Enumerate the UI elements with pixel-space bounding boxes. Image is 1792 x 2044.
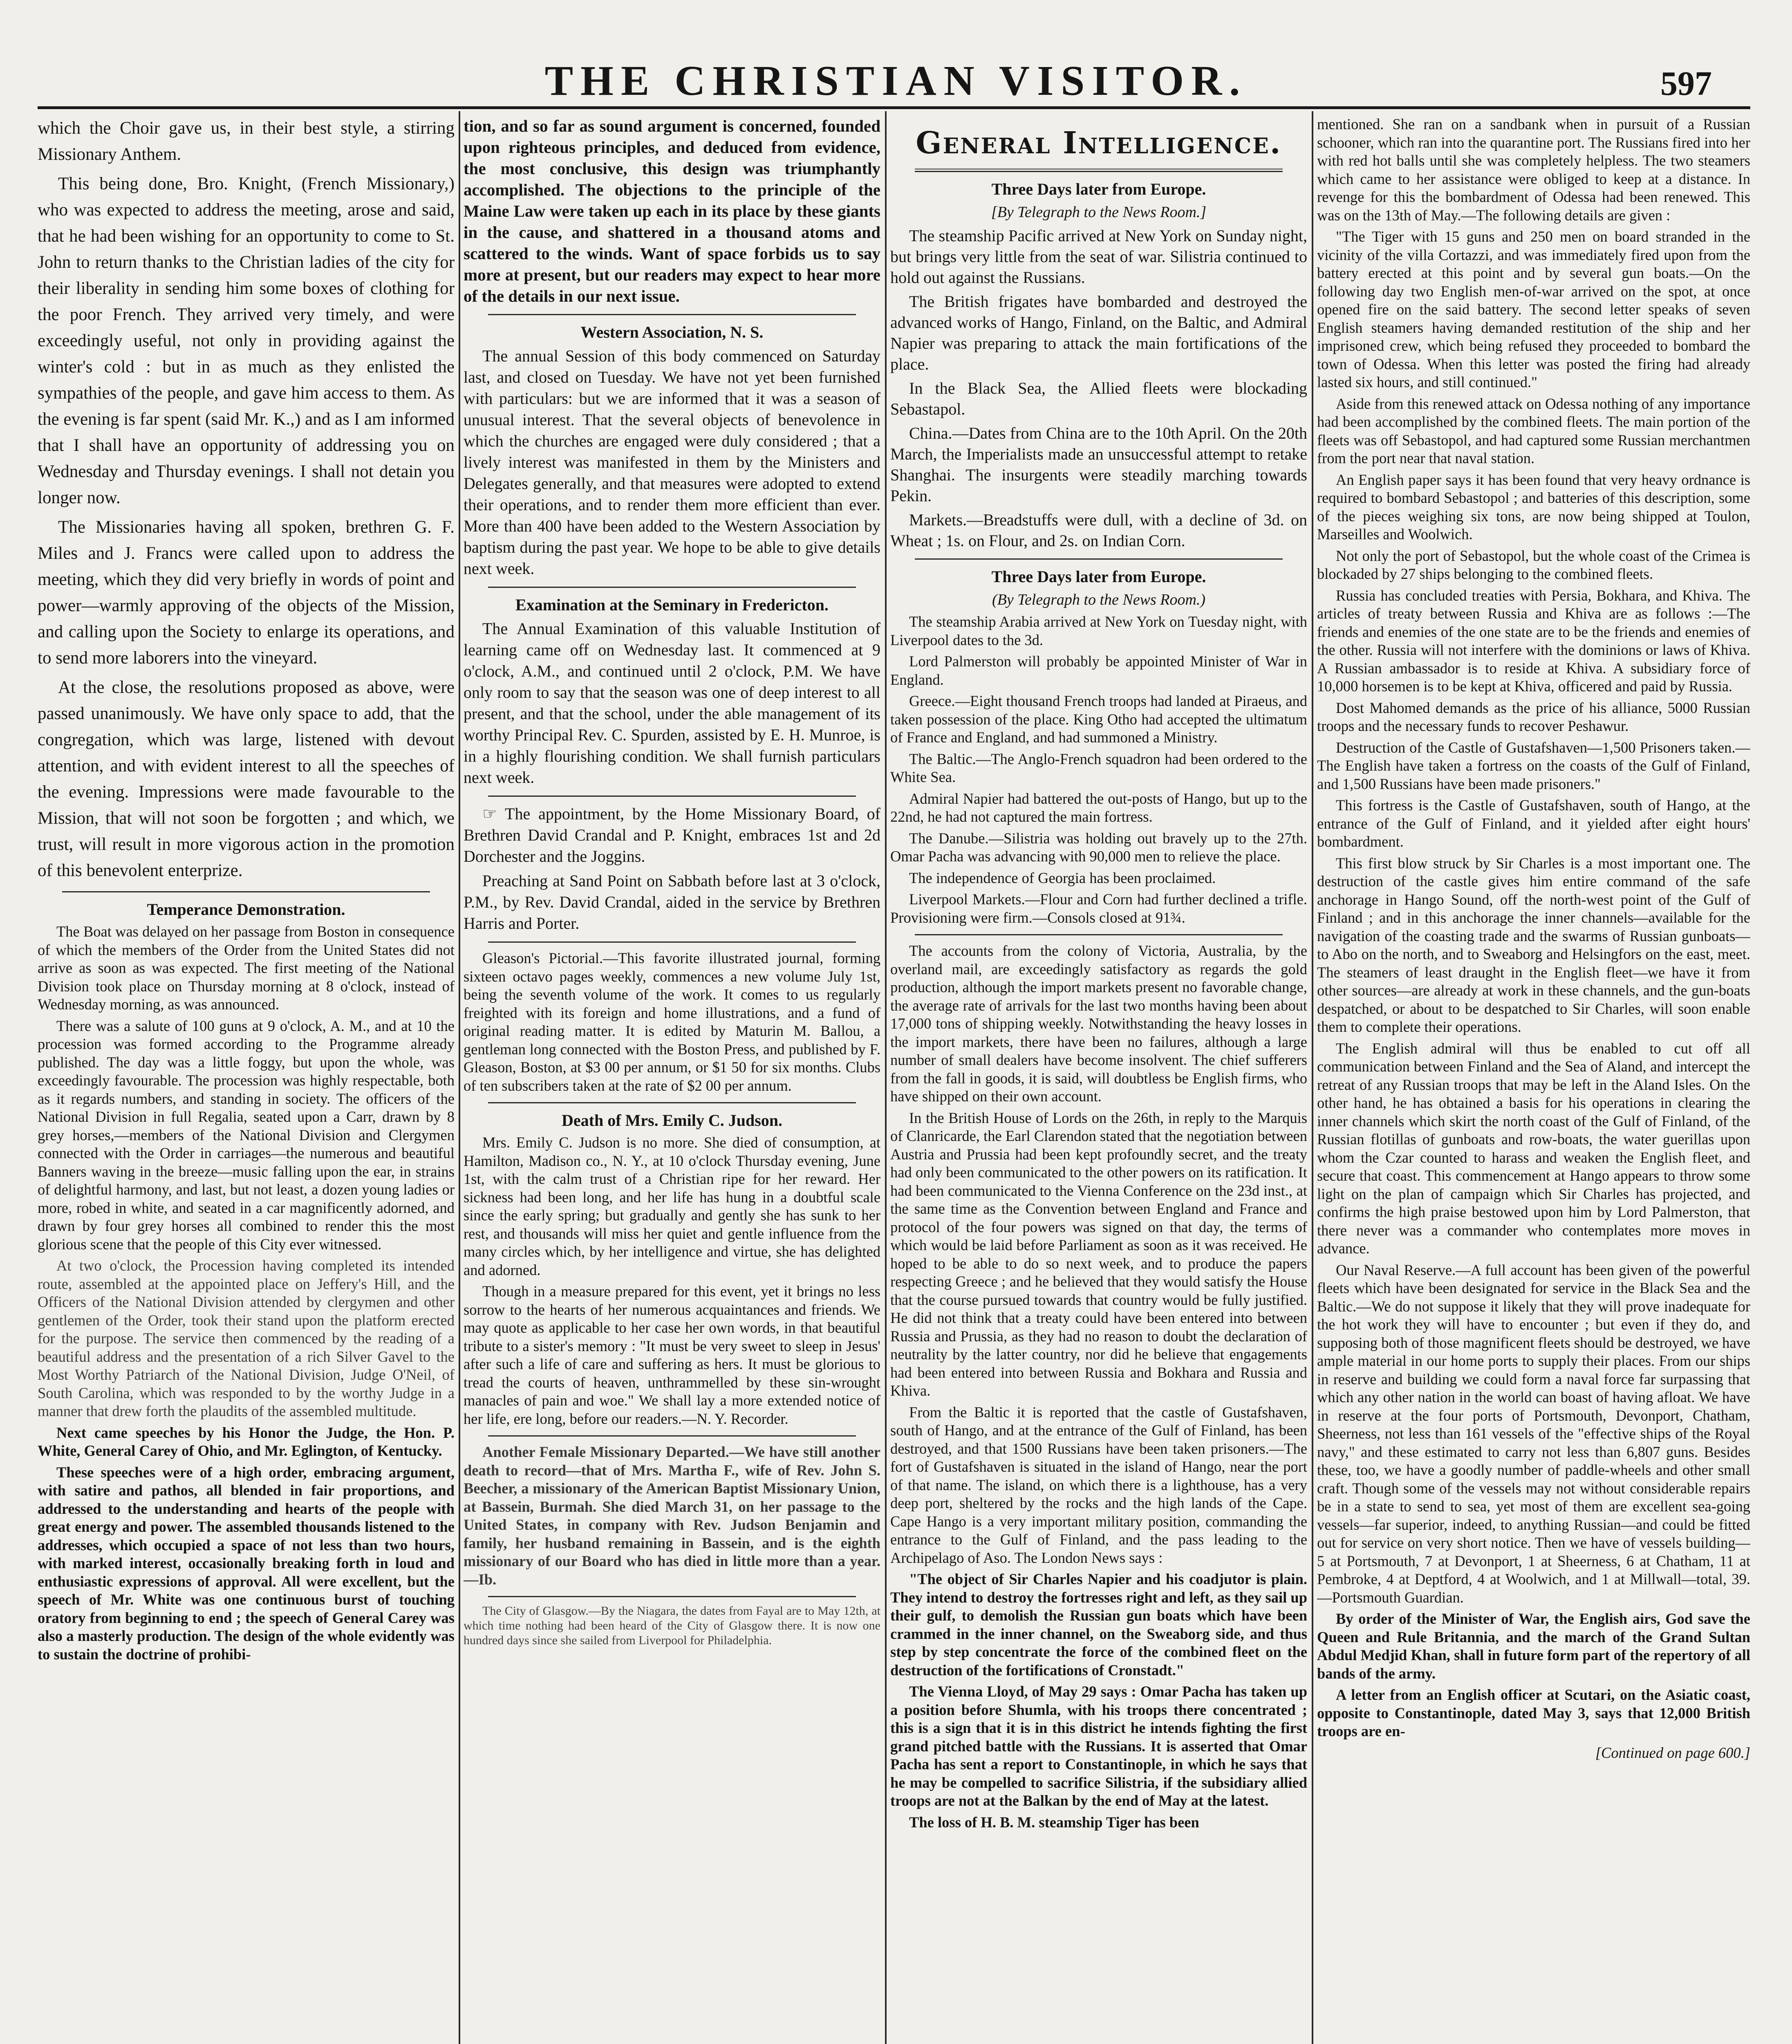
continued-notice: [Continued on page 600.] xyxy=(1595,1744,1750,1761)
dateline: (By Telegraph to the News Room.) xyxy=(992,591,1206,608)
section-rule xyxy=(488,314,856,315)
article-paragraph: Destruction of the Castle of Gustafshaven—1,500 Prisoners taken.—The English have taken a fortress on the coasts of the Gulf of Finland, and 1,500 Russians have been made prisoners." xyxy=(1317,739,1750,792)
article-paragraph: Our Naval Reserve.—A full account has been given of the powerful fleets which have been designated for service in the Black Sea and the Baltic.—We do not suppose it likely that they will prove inadequate for the hot work they will have to encounter ; but even if they do, and supposing both of those magnificent fleets should be destroyed, we have ample material in our home ports to supply their places. From our ships in reserve and building we could form a naval force far surpassing that which any other nation in the world can boast of having afloat. We have in reserve at the four ports of Portsmouth, Devonport, Chatham, Sheerness, not less than 161 vessels of the "effective ships of the Royal navy," and these estimated to carry not less than 6,807 guns. Besides these, too, we have a goodly number of paddle-wheels and other small craft. Though some of the vessels may not without considerable repairs be in a state to send to sea, yet most of them are excellent sea-going vessels—far superior, indeed, to anything Russian—and could be fitted out for service on very short notice. Then we have of vessels building—5 at Portsmouth, 7 at Devonport, 1 at Sheerness, 6 at Chatham, 11 at Pembroke, 4 at Deptford, 4 at Woolwich, and 1 at Millwall—total, 39.—Portsmouth Guardian. xyxy=(1317,1261,1750,1606)
dateline: [By Telegraph to the News Room.] xyxy=(991,204,1207,221)
article-paragraph: This fortress is the Castle of Gustafshaven, south of Hango, at the entrance of the Gulf of Finland, and it yielded after eight hours' bombardment. xyxy=(1317,797,1750,850)
article-paragraph: Greece.—Eight thousand French troops had landed at Piraeus, and taken possession of the place. King Otho had accepted the ultimatum of France and England, and had summoned a Ministry. xyxy=(890,693,1307,746)
article-paragraph: Another Female Missionary Departed.—We have still another death to record—that of Mrs. Martha F., wife of Rev. John S. Beecher, a missionary of the American Baptist Missionary Union, at Bassein, Burmah. She died March 31, on her passage to the United States, in company with Rev. Judson Benjamin and family, her husband remaining in Bassein, and is the eighth missionary of our Board who has died in little more than a year.—Ib. xyxy=(464,1443,880,1588)
article-paragraph: "The Tiger with 15 guns and 250 men on board stranded in the vicinity of the villa Cortazzi, and was immediately fired upon from the battery erected at this point and by several gun boats.—On the following day two English men-of-war arrived on the spot, at once opened fire on the said battery. The second letter speaks of seven English steamers having demanded restitution of the ship and her imprisoned crew, which being refused they proceeded to bombard the town of Odessa. When this letter was posted the firing had already lasted six hours, and still continued." xyxy=(1317,228,1750,390)
article-paragraph: The independence of Georgia has been proclaimed. xyxy=(909,869,1216,886)
article-paragraph: which the Choir gave us, in their best style, a stirring Missionary Anthem. xyxy=(38,119,455,164)
column-rule xyxy=(1312,111,1313,2044)
article-paragraph: ☞ The appointment, by the Home Missionary Board, of Brethren David Crandal and P. Knight, embraces 1st and 2d Dorchester and the Joggins. xyxy=(464,805,880,865)
section-rule xyxy=(62,891,430,892)
column-3 xyxy=(890,115,1307,2044)
article-paragraph: Markets.—Breadstuffs were dull, with a decline of 3d. on Wheat ; 1s. on Flour, and 2s. on Indian Corn. xyxy=(890,511,1307,550)
article-paragraph: There was a salute of 100 guns at 9 o'clock, A. M., and at 10 the procession was formed according to the Programme already published. The day was a little foggy, but upon the whole, was exceedingly favourable. The procession was highly respectable, both as it regards numbers, and standing in society. The officers of the National Division in full Regalia, seated upon a Carr, drawn by 8 grey horses,—members of the National Division and Clergymen connected with the Order in carriages—the numerous and beautiful Banners waving in the breeze—music falling upon the ear, in strains of delightful harmony, and last, but not least, a dozen young ladies or more, robed in white, and seated in a car magnificently adorned, and drawn by four grey horses all combined to render this the most glorious scene that the people of this City ever witnessed. xyxy=(38,1017,455,1253)
article-heading: Western Association, N. S. xyxy=(580,323,764,341)
section-rule xyxy=(488,796,856,797)
department-heading: General Intelligence. xyxy=(916,126,1282,161)
column-1 xyxy=(38,115,455,2044)
article-paragraph: The Baltic.—The Anglo-French squadron had been ordered to the White Sea. xyxy=(890,750,1307,785)
section-rule xyxy=(915,934,1283,935)
article-paragraph: The Vienna Lloyd, of May 29 says : Omar Pacha has taken up a position before Shumla, with his troops there concentrated ; this is a sign that it is in this district he intends fighting the first grand pitched battle with the Russians. It is asserted that Omar Pacha has sent a report to Constantinople, in which he says that he may be compelled to sacrifice Silistria, if the subsidiary allied troops are not at the Balkan by the end of May at the latest. xyxy=(890,1683,1307,1809)
article-paragraph: Dost Mahomed demands as the price of his alliance, 5000 Russian troops and the necessary funds to recover Peshawur. xyxy=(1317,699,1750,734)
section-rule xyxy=(488,1435,856,1437)
newspaper-title: THE CHRISTIAN VISITOR. xyxy=(544,57,1248,104)
masthead xyxy=(0,56,1792,110)
article-paragraph: The accounts from the colony of Victoria, Australia, by the overland mail, are exceedingly satisfactory as regards the gold production, although the import markets present no favorable change, the average rate of arrivals for the last two months having been about 17,000 tons of shipping weekly. Notwithstanding the heavy losses in the import markets, there have been no failures, although a large number of small dealers have become insolvent. The chief sufferers from the fall in goods, it is said, will doubtless be English firms, who have shipped on their own account. xyxy=(890,942,1307,1105)
article-paragraph: An English paper says it has been found that very heavy ordnance is required to bombard Sebastopol ; and batteries of this description, some of the pieces weighing six tons, are now being shipped at Toulon, Marseilles and Woolwich. xyxy=(1317,471,1750,542)
article-paragraph: Not only the port of Sebastopol, but the whole coast of the Crimea is blockaded by 27 ships belonging to the combined fleets. xyxy=(1317,547,1750,582)
section-rule xyxy=(488,941,856,943)
article-paragraph: Preaching at Sand Point on Sabbath before last at 3 o'clock, P.M., by Rev. David Crandal, aided in the service by Brethren Harris and Porter. xyxy=(464,872,880,932)
article-heading: Examination at the Seminary in Fredericton. xyxy=(515,596,829,614)
article-heading: Death of Mrs. Emily C. Judson. xyxy=(561,1111,783,1130)
article-paragraph: The loss of H. B. M. steamship Tiger has been xyxy=(909,1813,1199,1831)
article-paragraph: mentioned. She ran on a sandbank when in pursuit of a Russian schooner, which ran into the quarantine port. The Russians fired into her with red hot balls until she was completely helpless. The two steamers which came to her assistance were obliged to keep at a distance. In revenge for this the bombardment of Odessa had been renewed. This was on the 13th of May.—The following details are given : xyxy=(1317,116,1750,224)
column-rule xyxy=(459,111,460,2044)
header-rule xyxy=(38,106,1750,109)
article-paragraph: At the close, the resolutions proposed as above, were passed unanimously. We have only space to add, that the congregation, which was large, listened with devout attention, and with evident interest to all the speeches of the evening. Impressions were made favourable to the Mission, that will not soon be forgotten ; and which, we trust, will result in more vigorous action in the promotion of this benevolent enterprize. xyxy=(38,678,455,880)
article-heading: Three Days later from Europe. xyxy=(991,567,1206,586)
article-paragraph: The City of Glasgow.—By the Niagara, the dates from Fayal are to May 12th, at which time nothing had been heard of the City of Glasgow there. It is now one hundred days since she sailed from Liverpool for Philadelphia. xyxy=(464,1604,880,1647)
article-paragraph: The steamship Pacific arrived at New York on Sunday night, but brings very little from the seat of war. Silistria continued to hold out against the Russians. xyxy=(890,226,1307,287)
article-paragraph: By order of the Minister of War, the English airs, God save the Queen and Rule Britannia, and the march of the Grand Sultan Abdul Medjid Khan, shall in future form part of the repertory of all bands of the army. xyxy=(1317,1610,1750,1682)
section-rule xyxy=(488,1596,856,1597)
article-paragraph: The steamship Arabia arrived at New York on Tuesday night, with Liverpool dates to the 3d. xyxy=(890,613,1307,648)
article-paragraph: This first blow struck by Sir Charles is a most important one. The destruction of the castle gives him entire command of the safe anchorage in Hango Sound, off the north-west point of the Gulf of Finland ; and in this anchorage the inner channels—available for the navigation of the coasting trade and the swarms of Russian gunboats—to Abo on the north, and to Sweaborg and Helsingfors on the east, meet. The steamers of least draught in the English fleet—we have it from other sources—are already at work in these channels, and the gun-boats despatched, or about to be despatched to Sir Charles, will soon enable them to complete their operations. xyxy=(1317,854,1750,1035)
article-paragraph: The British frigates have bombarded and destroyed the advanced works of Hango, Finland, on the Baltic, and Admiral Napier was preparing to attack the main fortifications of the place. xyxy=(890,292,1307,373)
article-paragraph: Liverpool Markets.—Flour and Corn had further declined a trifle. Provisioning were firm.—Consols closed at 91¾. xyxy=(890,891,1307,926)
article-paragraph: Gleason's Pictorial.—This favorite illustrated journal, forming sixteen octavo pages weekly, commences a new volume July 1st, being the seventh volume of the work. It comes to us regularly freighted with its foreign and home illustrations, and a fund of original reading matter. It is edited by Maturin M. Ballou, a gentleman long connected with the Boston Press, and published by F. Gleason, Boston, at $3 00 per annum, or $1 50 for six months. Clubs of ten subscribers taken at the rate of $2 00 per annum. xyxy=(464,950,880,1094)
article-paragraph: Russia has concluded treaties with Persia, Bokhara, and Khiva. The articles of treaty between Russia and Khiva are as follows :—The friends and enemies of the one state are to be the friends and enemies of the other. Russia will not interfere with the dominions or laws of Khiva. A Russian ambassador is to reside at Khiva. A subsidiary force of 10,000 horsemen is to be kept at Khiva, officered and paid by Russia. xyxy=(1317,587,1750,695)
article-paragraph: Lord Palmerston will probably be appointed Minister of War in England. xyxy=(890,653,1307,688)
article-paragraph: In the Black Sea, the Allied fleets were blockading Sebastapol. xyxy=(890,379,1307,418)
column-2 xyxy=(464,115,880,2044)
article-paragraph: At two o'clock, the Procession having completed its intended route, assembled at the appointed place on Jeffery's Hill, and the Officers of the National Division attended by clergymen and other gentlemen of the Order, took their stand upon the platform erected for the purpose. The service then commenced by the reading of a beautiful address and the presentation of a rich Silver Gavel to the Most Worthy Patriarch of the National Division, Judge O'Neil, of South Carolina, which was responded to by the worthy Judge in a manner that drew forth the plaudits of the assembled multitude. xyxy=(38,1257,455,1419)
article-paragraph: The Annual Examination of this valuable Institution of learning came off on Wednesday last. It commenced at 9 o'clock, A.M., and continued until 2 o'clock, P.M. We have only room to say that the season was one of deep interest to all present, and that the school, under the able management of its worthy Principal Rev. C. Spurden, assisted by E. H. Munroe, is in a highly flourishing condition. We shall furnish particulars next week. xyxy=(464,619,880,787)
article-paragraph: The Boat was delayed on her passage from Boston in consequence of which the members of the Order from the United States did not arrive as soon as was expected. The first meeting of the National Division took place on Thursday morning at 8 o'clock, instead of Wednesday morning, as was announced. xyxy=(38,923,455,1013)
article-paragraph: Aside from this renewed attack on Odessa nothing of any importance had been accomplished by the combined fleets. The main portion of the fleets was off Sebastopol, and had captured some Russian merchantmen from the port near that naval station. xyxy=(1317,395,1750,466)
article-heading: Three Days later from Europe. xyxy=(991,180,1206,198)
article-paragraph: Admiral Napier had battered the out-posts of Hango, but up to the 22nd, he had not captured the main fortress. xyxy=(890,790,1307,825)
article-paragraph: The Missionaries having all spoken, brethren G. F. Miles and J. Francs were called upon to address the meeting, which they did very briefly in words of point and power—warmly approving of the objects of the Mission, and calling upon the Society to enlarge its operations, and to send more laborers into the vineyard. xyxy=(38,518,455,668)
section-rule xyxy=(488,587,856,588)
page-number: 597 xyxy=(1660,65,1712,103)
article-paragraph: From the Baltic it is reported that the castle of Gustafshaven, south of Hango, and at the entrance of the Gulf of Finland, has been destroyed, and that 1500 Russians have been taken prisoners.—The fort of Gustafshaven is situated in the island of Hango, near the port of that name. The island, on which there is a lighthouse, has a very deep port, sheltered by the rocks and the high lands of the Cape. Cape Hango is a very important military position, commanding the entrance to the Gulf of Finland, and the pass leading to the Archipelago of Aso. The London News says : xyxy=(890,1403,1307,1566)
article-heading: Temperance Demonstration. xyxy=(147,900,345,919)
article-paragraph: tion, and so far as sound argument is concerned, founded upon righteous principles, and deduced from evidence, the most conclusive, this design was triumphantly accomplished. The objections to the principle of the Maine Law were taken up each in its place by these giants in the cause, and shattered in a thousand atoms and scattered to the winds. Want of space forbids us to say more at present, but our readers may expect to hear more of the details in our next issue. xyxy=(464,117,880,305)
article-paragraph: A letter from an English officer at Scutari, on the Asiatic coast, opposite to Constantinople, dated May 3, says that 12,000 British troops are en- xyxy=(1317,1686,1750,1739)
article-paragraph: China.—Dates from China are to the 10th April. On the 20th March, the Imperialists made an unsuccessful attempt to retake Shanghai. The insurgents were steadily marching towards Pekin. xyxy=(890,424,1307,505)
column-4 xyxy=(1317,115,1750,2044)
article-paragraph: This being done, Bro. Knight, (French Missionary,) who was expected to address the meeting, arose and said, that he had been wishing for an opportunity to come to St. John to return thanks to the Christian ladies of the city for their liberality in sending him some boxes of clothing for the poor French. They arrived very timely, and were exceedingly useful, not only in providing against the winter's cold : but in as much as they enlisted the sympathies of the people, and gave him access to them. As the evening is far spent (said Mr. K.,) and as I am informed that I shall have an opportunity of addressing you on Wednesday and Thursday evenings. I shall not detain you longer now. xyxy=(38,174,455,507)
section-rule xyxy=(915,558,1283,560)
section-rule xyxy=(488,1102,856,1103)
article-paragraph: Next came speeches by his Honor the Judge, the Hon. P. White, General Carey of Ohio, and Mr. Eglington, of Kentucky. xyxy=(38,1424,455,1459)
article-paragraph: In the British House of Lords on the 26th, in reply to the Marquis of Clanricarde, the Earl Clarendon stated that the negotiation between Austria and Prussia had been kept profoundly secret, and the treaty had only been communicated to the other powers on its ratification. It had been communicated to the Vienna Conference on the 23d inst., at the same time as the Convention between England and France and protocol of the four powers was signed on that day, the terms of which would be laid before Parliament as soon as it was received. He hoped to be able to do so next week, and to produce the papers respecting Greece ; and he believed that they would satisfy the House that the course pursued towards that country would be fully justified. He did not think that a treaty could have been entered into between Russia and Prussia, as they had no reason to doubt the declaration of neutrality by the latter country, nor did he believe that engagements had been entered into between Russia and Bokhara and Russia and Khiva. xyxy=(890,1109,1307,1399)
article-paragraph: These speeches were of a high order, embracing argument, with satire and pathos, all blended in fair proportions, and addressed to the understanding and hearts of the people with great energy and power. The assembled thousands listened to the addresses, which occupied a space of not less than two hours, with marked interest, occasionally breaking forth in loud and enthusiastic expressions of approval. All were excellent, but the speech of Mr. White was one continuous burst of touching oratory from beginning to end ; the speech of General Carey was also a masterly production. The design of the whole evidently was to sustain the doctrine of prohibi- xyxy=(38,1464,455,1663)
article-paragraph: Mrs. Emily C. Judson is no more. She died of consumption, at Hamilton, Madison co., N. Y., at 10 o'clock Thursday evening, June 1st, with the calm trust of a Christian ripe for her reward. Her sickness had been long, and her life has hung in a doubtful scale since the early spring; but gradually and gently she has sunk to her rest, and thousands will miss her quiet and gentle influence from the many circles which, by her intelligence and virtue, she has delighted and adorned. xyxy=(464,1134,880,1278)
article-paragraph: Though in a measure prepared for this event, yet it brings no less sorrow to the hearts of her numerous acquaintances and friends. We may quote as applicable to her case her own words, in that beautiful tribute to a sister's memory : "It must be very sweet to sleep in Jesus' after such a life of care and suffering as hers. It must be glorious to tread the courts of heaven, unthrammelled by these sin-wrought manacles of pain and woe." We shall lay a more extended notice of her life, ere long, before our readers.—N. Y. Recorder. xyxy=(464,1283,880,1427)
article-paragraph: The annual Session of this body commenced on Saturday last, and closed on Tuesday. We have not yet been furnished with particulars: but we are informed that it was a season of unusual interest. That the several objects of benevolence in which the churches are engaged were duly considered ; that a lively interest was manifested in them by the Ministers and Delegates generally, and that measures were adopted to extend their operations, and to render them more efficient than ever. More than 400 have been added to the Western Association by baptism during the past year. We hope to be able to give details next week. xyxy=(464,347,880,578)
article-paragraph: "The object of Sir Charles Napier and his coadjutor is plain. They intend to destroy the fortresses right and left, as they sail up their gulf, to demolish the Russian gun boats which have been crammed in the inner channel, on the Sweaborg side, and thus step by step concentrate the force of the combined fleet on the destruction of the fortifications of Cronstadt." xyxy=(890,1571,1307,1679)
column-rule xyxy=(885,111,887,2044)
article-paragraph: The Danube.—Silistria was holding out bravely up to the 27th. Omar Pacha was advancing with 90,000 men to relieve the place. xyxy=(890,829,1307,865)
section-rule xyxy=(915,168,1283,172)
article-paragraph: The English admiral will thus be enabled to cut off all communication between Finland and the Sea of Aland, and intercept the retreat of any Russian troops that may be left in the Aland Isles. On the other hand, he has obtained a basis for his operations in clearing the inner channels which skirt the north coast of the Gulf of Finland, of the Russian flotillas of gunboats and row-boats, the water guerillas upon whom the Czar counted to harass and weaken the English fleet, and secure that coast. This commencement at Hango appears to throw some light on the plan of campaign which Sir Charles has projected, and confirms the high praise bestowed upon him by Lord Palmerston, that there never was a commander who contemplates more moves in advance. xyxy=(1317,1040,1750,1257)
